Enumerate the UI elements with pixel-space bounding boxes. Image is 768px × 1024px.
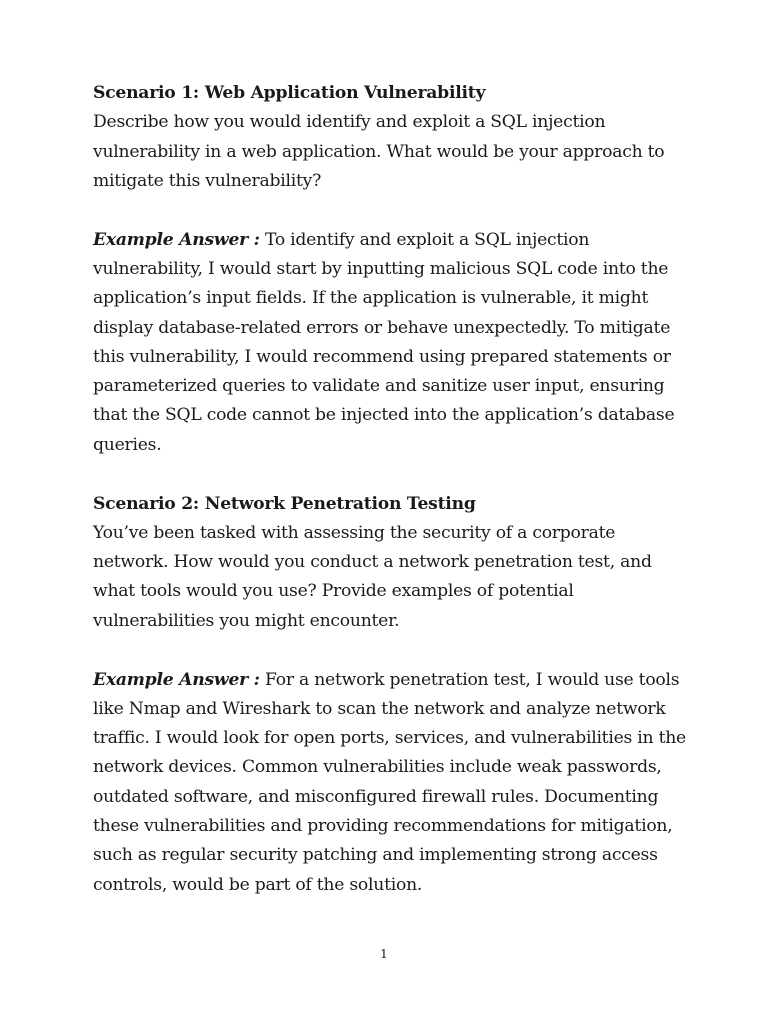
scenario-1-heading: Scenario 1: Web Application Vulnerability: [93, 83, 486, 103]
scenario-1-answer: [93, 226, 693, 460]
scenario-2-answer-text: For a network penetration test, I would use tools like Nmap and Wireshark to scan the network and analyze network traffic. I would look for open ports, services, and vulnerabilities in the network devices. Common vulnerabilities include weak passwords, outdated software, and misconfigured firewall rules. Documenting these vulnerabilities and providing recommendations for mitigation, such as regular security patching and implementing strong access controls, would be part of the solution.: [93, 669, 686, 895]
scenario-2: [93, 490, 693, 900]
document-page: [93, 79, 693, 900]
scenario-1-answer-text: To identify and exploit a SQL injection vulnerability, I would start by inputting malicious SQL code into the application’s input fields. If the application is vulnerable, it might display database-related errors or behave unexpectedly. To mitigate this vulnerability, I would recommend using prepared statements or parameterized queries to validate and sanitize user input, ensuring that the SQL code cannot be injected into the application’s database queries.: [93, 229, 675, 455]
scenario-1-question: Describe how you would identify and exploit a SQL injection vulnerability in a web application. What would be your approach to mitigate this vulnerability?: [93, 112, 665, 191]
scenario-2-answer: [93, 666, 693, 900]
scenario-1-answer-label: Example Answer :: [93, 229, 260, 250]
page-number: 1: [380, 947, 388, 961]
scenario-2-heading: Scenario 2: Network Penetration Testing: [93, 493, 476, 514]
scenario-1: [93, 79, 693, 460]
scenario-2-answer-label: Example Answer :: [93, 669, 260, 690]
scenario-2-question: You’ve been tasked with assessing the security of a corporate network. How would you conduct a network penetration test, and what tools would you use? Provide examples of potential vulnerabilities you might encounter.: [93, 522, 652, 631]
